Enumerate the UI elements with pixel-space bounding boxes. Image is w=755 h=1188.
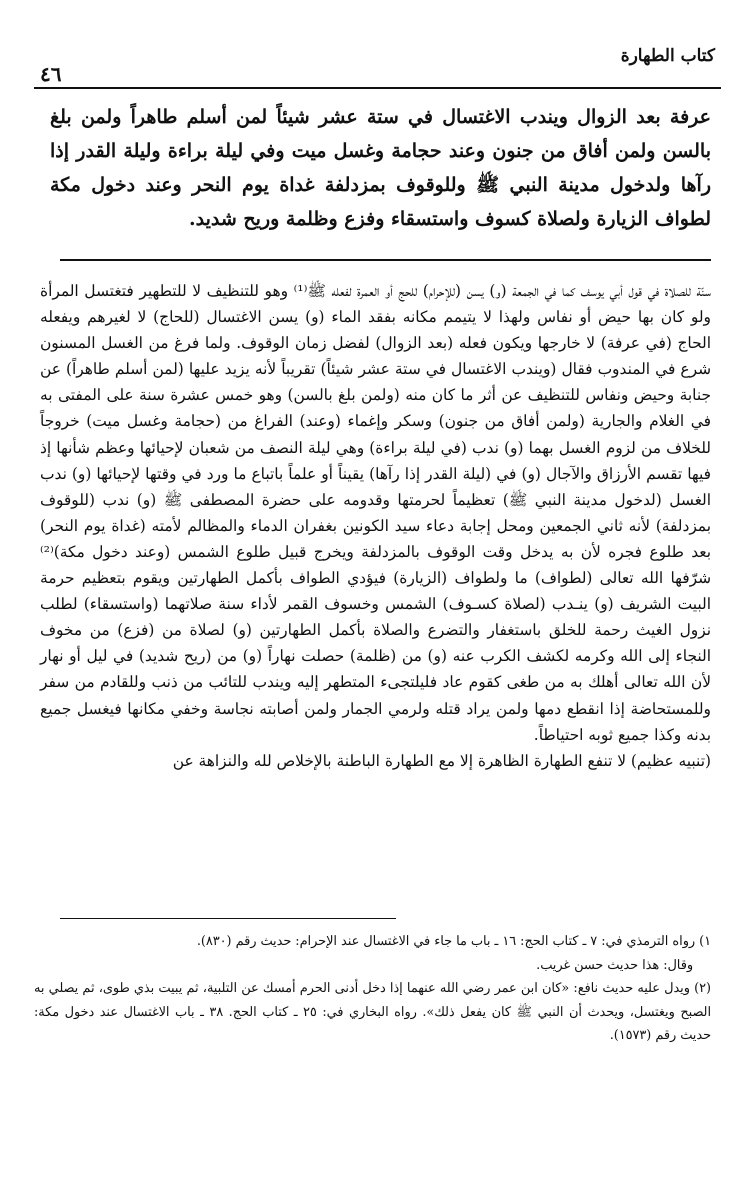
commentary (40, 278, 711, 774)
footnotes (34, 930, 711, 1048)
footnote-1-continued: وقال: هذا حديث حسن غريب. (536, 957, 693, 973)
footnote-2: (٢) ويدل عليه حديث نافع: «كان ابن عمر رضي الله عنهما إذا دخل أدنى الحرم أمسك عن التلبية، ثم يبيت بذي طوى، ثم يصلي به الصبح ويغتسل، ويحدث أن النبي ﷺ كان يفعل ذلك». رواه البخاري في: ٢٥ ـ كتاب الحج. ٣٨ ـ باب الاغتسال عند دخول مكة: حديث رقم (١٥٧٣). (34, 981, 712, 1043)
commentary-paragraph: سنّة للصلاة في قول أبي يوسف كما في الجمعة (و) يسن (للإحرام) للحج أو العمرة لفعله ﷺ⁽¹⁾ وهو للتنظيف لا للتطهير فتغتسل المرأة ولو كان بها حيض أو نفاس ولهذا لا يتيمم مكانه بفقد الماء (و) يسن الاغتسال (للحاج) لا لغيرهم ويفعله الحاج (في عرفة) لا خارجها ويكون فعله (بعد الزوال) لفضل زمان الوقوف. ولما فرغ من الغسل المسنون شرع في المندوب فقال (ويندب الاغتسال في ستة عشر شيئاً) تقريباً لأنه يزيد عليها (لمن أسلم طاهراً) عن جنابة وحيض ونفاس للتنظيف عن أثر ما كان منه (ولمن بلغ بالسن) وهو خمس عشرة سنة على المفتى به في الغلام والجارية (ولمن أفاق من جنون) وسكر وإغماء (وعند) الفراغ من (حجامة وغسل ميت) خروجاً للخلاف من لزوم الغسل بهما (و) ندب (في ليلة براءة) وهي ليلة النصف من شعبان لإحيائها وعظم شأنها إذ فيها تقسم الأرزاق والآجال (و) في (ليلة القدر إذا رآها) يقيناً أو علماً باتباع ما ورد في وقتها لإحيائها (و) ندب الغسل (لدخول مدينة النبي ﷺ) تعظيماً لحرمتها وقدومه على حضرة المصطفى ﷺ (و) ندب (للوقوف بمزدلفة) لأنه ثاني الجمعين ومحل إجابة دعاء سيد الكونين بغفران الدماء والمظالم لأمته (غداة يوم النحر) بعد طلوع فجره لأن به يدخل وقت الوقوف بالمزدلفة ويخرج قبيل طلوع الشمس (وعند دخول مكة)⁽²⁾ شرّفها الله تعالى (لطواف) ما ولطواف (الزيارة) فيؤدي الطواف بأكمل الطهارتين ويقوم بتعظيم حرمة البيت الشريف (و) ينـدب (لصلاة كسـوف) الشمس وخسوف القمر لأداء سنة صلاتهما (واستسقاء) لطلب نزول الغيث رحمة للخلق باستغفار والتضرع والصلاة بأكمل الطهارتين (و) لصلاة من (فزع) من مخوف النجاء إلى الله وكرمه لكشف الكرب عنه (و) من (ظلمة) حصلت نهاراً (و) من (ريح شديد) في ليل أو نهار لأن الله تعالى أهلك به من طغى كقوم عاد فليلتجىء المتطهر إليه ويندب للتائب من ذنب وللقادم من سفر وللمستحاضة إذا انقطع دمها ولمن يراد قتله ولرمي الجمار ولمن أصابته نجاسة وخفي مكانها فيغسل جميع بدنه وكذا جميع ثوبه احتياطاً. (40, 282, 711, 744)
running-header-title: كتاب الطهارة (620, 46, 715, 66)
footnote-1: ١) رواه الترمذي في: ٧ ـ كتاب الحج: ١٦ ـ باب ما جاء في الاغتسال عند الإحرام: حديث رقم (٨٣٠). (196, 934, 711, 949)
section-separator (60, 259, 711, 261)
footnote-rule (60, 918, 396, 919)
commentary-paragraph-notice: (تنبيه عظيم) لا تنفع الطهارة الظاهرة إلا مع الطهارة الباطنة بالإخلاص لله والنزاهة عن (172, 751, 711, 770)
page-number: ٤٦ (40, 62, 62, 86)
header-rule (34, 87, 721, 89)
main-text: عرفة بعد الزوال ويندب الاغتسال في ستة عشر شيئاً لمن أسلم طاهراً ولمن بلغ بالسن ولمن أفاق من جنون وعند حجامة وغسل ميت وفي ليلة براءة وليلة القدر إذا رآها ولدخول مدينة النبي ﷺ وللوقوف بمزدلفة غداة يوم النحر وعند دخول مكة لطواف الزيارة ولصلاة كسوف واستسقاء وفزع وظلمة وريح شديد. (50, 106, 711, 230)
